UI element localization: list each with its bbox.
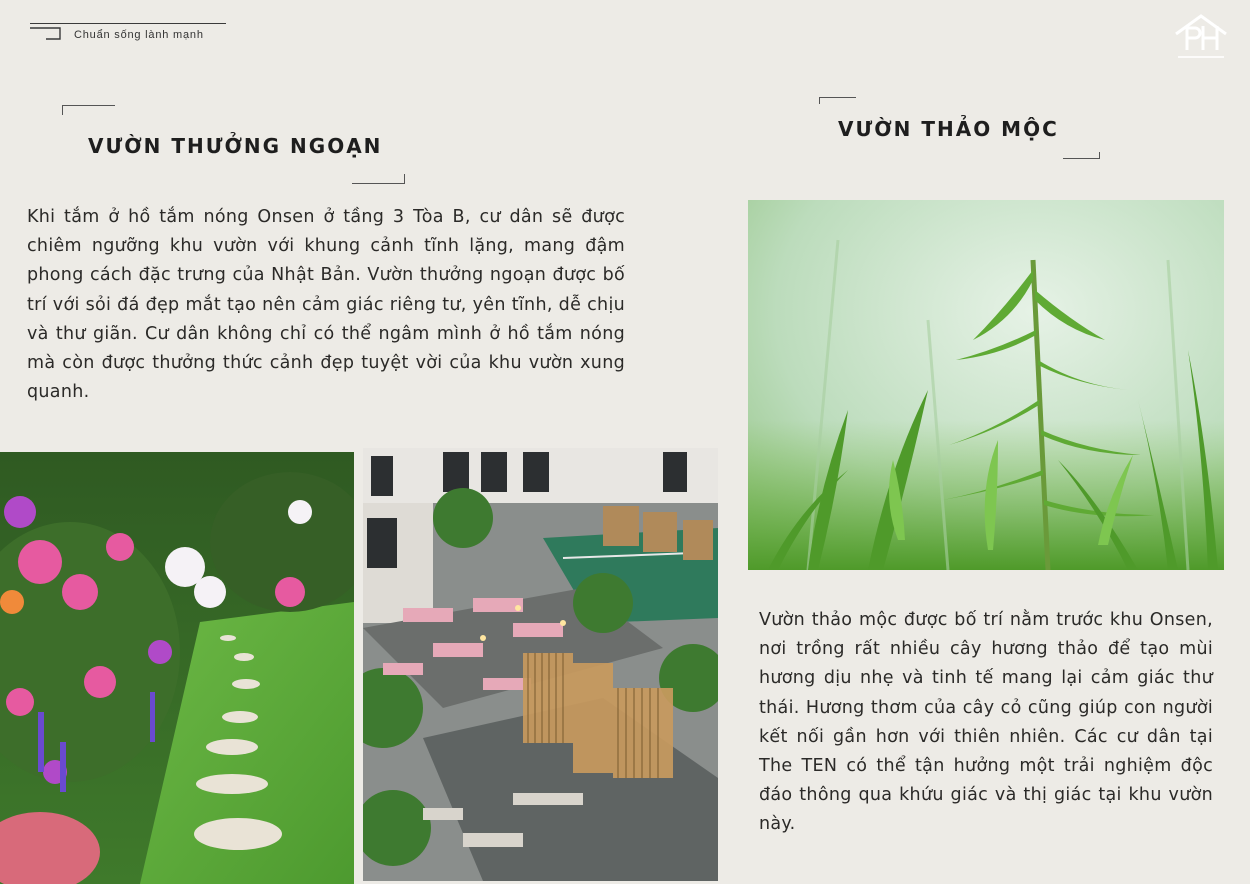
section-body-vuon-thuong-ngoan: Khi tắm ở hồ tắm nóng Onsen ở tầng 3 Tòa B, cư dân sẽ được chiêm ngưỡng khu vườn với khung cảnh tĩnh lặng, mang đậm phong cách đặc trưng của Nhật Bản. Vườn thưởng ngoạn được bố trí với sỏi đá đẹp mắt tạo nên cảm giác riêng tư, yên tĩnh, dễ chịu và thư giãn. Cư dân không chỉ có thể ngâm mình ở hồ tắm nóng mà còn được thưởng thức cảnh đẹp tuyệt vời của khu vườn xung quanh. xyxy=(27,207,625,403)
bracket-icon xyxy=(30,27,62,40)
title-corner-top xyxy=(819,97,856,104)
section-body-vuon-thao-moc: Vườn thảo mộc được bố trí nằm trước khu Onsen, nơi trồng rất nhiều cây hương thảo để tạo mùi hương dịu nhẹ và tinh tế mang lại cảm giác thư thái. Hương thơm của cây cỏ cũng giúp con người kết nối gần hơn với thiên nhiên. Các cư dân tại The TEN có thể tận hưởng một trải nghiệm độc đáo thông qua khứu giác và thị giác tại khu vườn này. xyxy=(759,610,1213,835)
section-title-vuon-thao-moc: VƯỜN THẢO MỘC xyxy=(838,117,1059,141)
tagline: Chuẩn sống lành mạnh xyxy=(74,29,204,41)
title-corner-bottom xyxy=(352,174,405,184)
flower-garden-photo xyxy=(0,452,354,884)
ph-monogram-house-logo[interactable] xyxy=(1170,12,1232,64)
section-title-vuon-thuong-ngoan: VƯỜN THƯỞNG NGOẠN xyxy=(88,134,383,158)
courtyard-garden-photo xyxy=(363,448,718,881)
title-corner-bottom xyxy=(1063,152,1100,159)
title-corner-top xyxy=(62,105,115,115)
header-rule xyxy=(30,23,226,24)
rosemary-herb-photo xyxy=(748,200,1224,570)
